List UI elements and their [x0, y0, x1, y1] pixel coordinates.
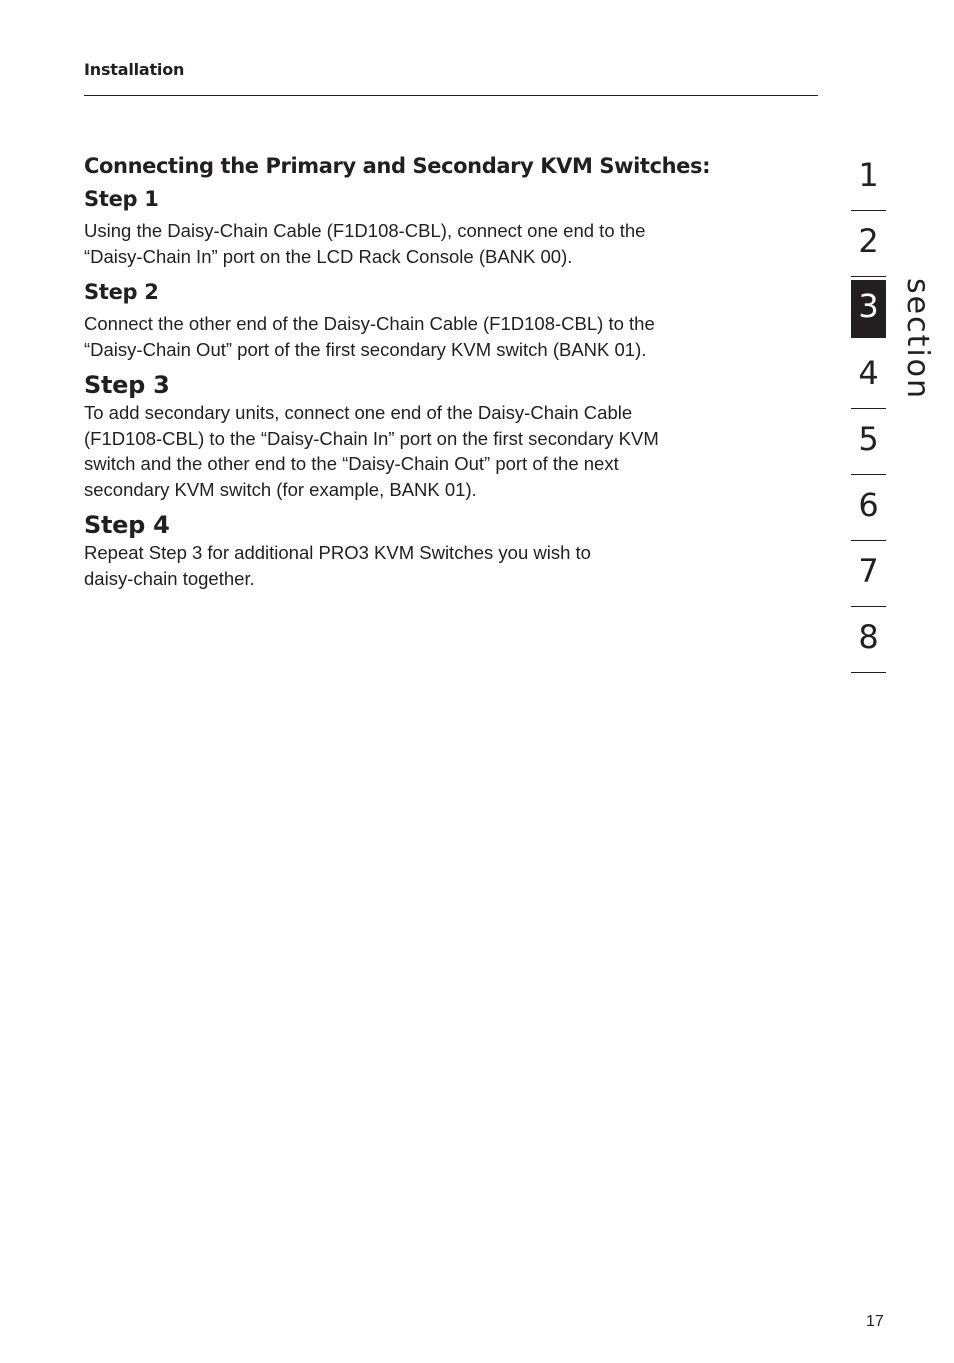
section-tab-6[interactable]	[851, 475, 886, 541]
section-tab-number: 3	[851, 280, 886, 338]
section-tab-2[interactable]	[851, 211, 886, 277]
section-tab-number: 8	[858, 618, 879, 656]
section-title: Connecting the Primary and Secondary KVM Switches:	[84, 154, 711, 178]
step-4-text: Repeat Step 3 for additional PRO3 KVM Switches you wish to daisy-chain together.	[84, 542, 591, 589]
section-tab-7[interactable]	[851, 541, 886, 607]
step-2-text: Connect the other end of the Daisy-Chain Cable (F1D108-CBL) to the “Daisy-Chain Out” port of the first secondary KVM switch (BANK 01).	[84, 313, 655, 360]
page-number: 17	[866, 1313, 884, 1330]
section-nav	[851, 145, 886, 673]
section-tab-number: 6	[858, 486, 879, 524]
section-tab-number: 1	[858, 156, 879, 194]
section-tab-number: 7	[858, 552, 879, 590]
section-tab-number: 2	[858, 222, 879, 260]
section-tab-number: 4	[858, 354, 879, 392]
section-tab-4[interactable]	[851, 343, 886, 409]
section-tab-1[interactable]	[851, 145, 886, 211]
header-rule	[84, 95, 818, 96]
step-1-heading: Step 1	[84, 187, 159, 211]
step-4-heading: Step 4	[84, 511, 170, 539]
section-label: section	[900, 278, 935, 401]
section-tab-8[interactable]	[851, 607, 886, 673]
step-3-text: To add secondary units, connect one end of the Daisy-Chain Cable (F1D108-CBL) to the “Daisy-Chain In” port on the first secondary KVM switch and the other end to the “Daisy-Chain Out” port of the next secondary KVM switch (for example, BANK 01).	[84, 402, 659, 500]
running-header: Installation	[84, 60, 185, 79]
step-1-text: Using the Daisy-Chain Cable (F1D108-CBL), connect one end to the “Daisy-Chain In” port on the LCD Rack Console (BANK 00).	[84, 220, 646, 267]
step-2-heading: Step 2	[84, 280, 159, 304]
main-content	[84, 152, 734, 591]
section-tab-5[interactable]	[851, 409, 886, 475]
section-tab-3-active[interactable]	[851, 277, 886, 343]
section-tab-number: 5	[858, 420, 879, 458]
step-3-heading: Step 3	[84, 371, 170, 399]
